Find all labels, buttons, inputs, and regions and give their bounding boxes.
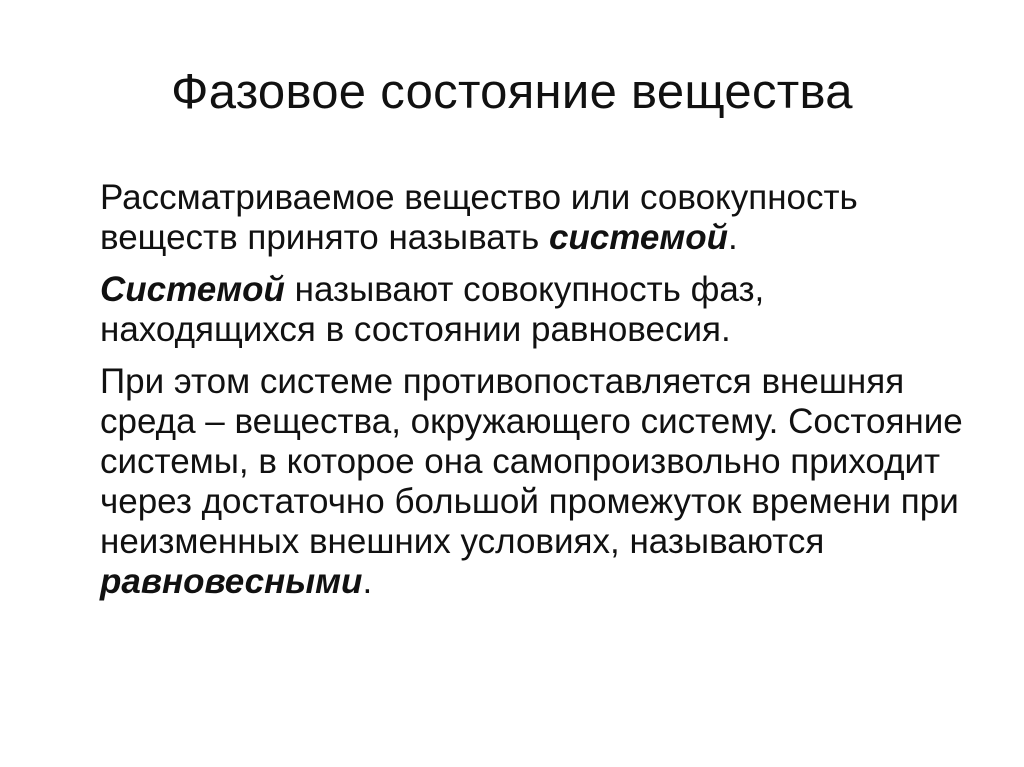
paragraph-text: . xyxy=(728,218,738,257)
paragraph-text: Рассматриваемое вещество или совокупность веществ принято называть xyxy=(100,178,858,257)
paragraph-text: При этом системе противопоставляется внешняя среда – вещества, окружающего систему. Состояние системы, в которое она самопроизвольно приходит через достаточно большой промежуток времени при неизменных внешних условиях, называются xyxy=(100,362,963,561)
paragraph-text: называют совокупность фаз, находящихся в состоянии равновесия. xyxy=(100,270,765,349)
paragraph-system-phases xyxy=(100,270,980,350)
term-emphasis: Системой xyxy=(100,270,285,309)
slide-body xyxy=(100,178,980,614)
term-emphasis: равновесными xyxy=(100,562,363,601)
slide-title: Фазовое состояние вещества xyxy=(171,65,853,119)
paragraph-definition-system xyxy=(100,178,980,258)
term-emphasis: системой xyxy=(548,218,729,257)
paragraph-equilibrium xyxy=(100,362,980,602)
paragraph-text: . xyxy=(362,562,373,601)
